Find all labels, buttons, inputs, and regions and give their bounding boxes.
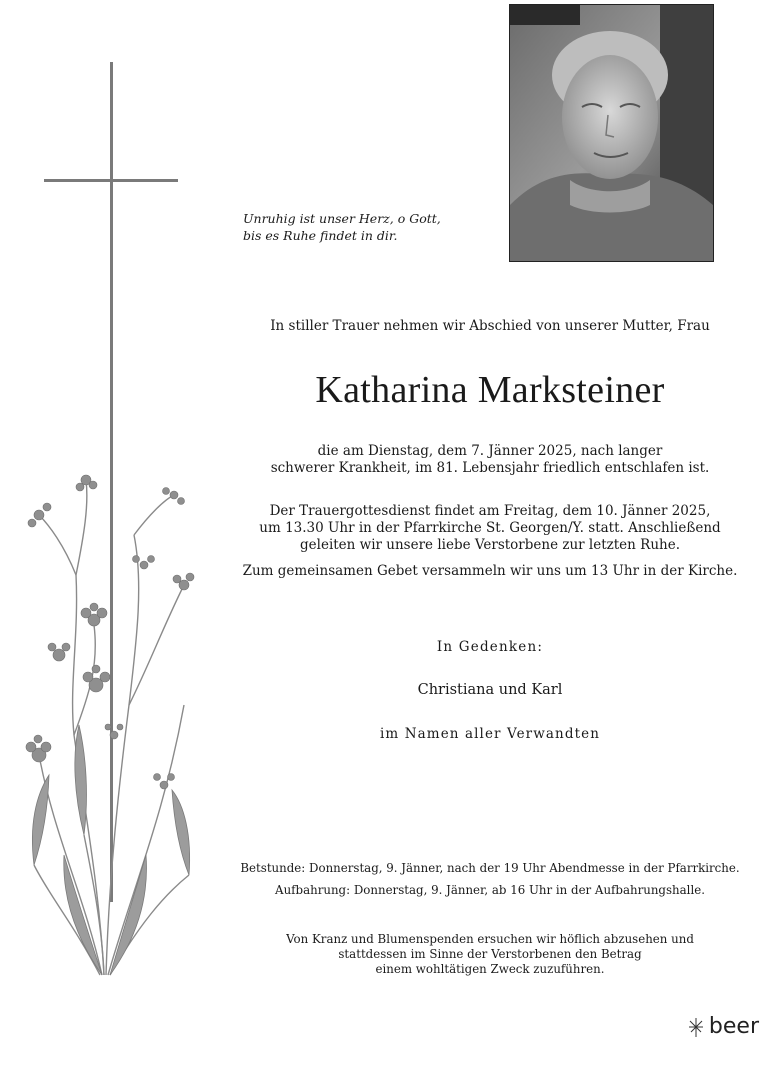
deceased-name: Katharina Marksteiner bbox=[315, 369, 665, 411]
dandelion-icon bbox=[687, 1016, 705, 1038]
death-notice bbox=[200, 443, 773, 477]
intro-text: In stiller Trauer nehmen wir Abschied von unserer Mutter, Frau bbox=[270, 318, 710, 334]
wildflowers-illustration bbox=[14, 455, 204, 980]
donation-line-1: Von Kranz und Blumenspenden ersuchen wir höflich abzusehen und bbox=[286, 932, 694, 946]
logo-text: beer bbox=[708, 1014, 759, 1039]
gedenken-label: In Gedenken: bbox=[436, 639, 544, 655]
quote-line-1: Unruhig ist unser Herz, o Gott, bbox=[243, 211, 441, 226]
service-line-1: Der Trauergottesdienst findet am Freitag, dem 10. Jänner 2025, bbox=[269, 503, 711, 519]
service-line-3: geleiten wir unsere liebe Verstorbene zur letzten Ruhe. bbox=[300, 537, 680, 553]
donation-line-2: stattdessen im Sinne der Verstorbenen den Betrag bbox=[338, 947, 642, 961]
service-notice bbox=[200, 503, 773, 554]
beer-logo bbox=[687, 1014, 759, 1039]
donation-line-3: einem wohltätigen Zweck zuzuführen. bbox=[375, 962, 605, 976]
death-line-1: die am Dienstag, dem 7. Jänner 2025, nach langer bbox=[317, 443, 663, 459]
death-line-2: schwerer Krankheit, im 81. Lebensjahr friedlich entschlafen ist. bbox=[270, 460, 710, 476]
prayer-notice: Zum gemeinsamen Gebet versammeln wir uns um 13 Uhr in der Kirche. bbox=[242, 563, 738, 579]
portrait-photo bbox=[509, 4, 714, 262]
relatives: im Namen aller Verwandten bbox=[380, 726, 600, 742]
donation-note bbox=[200, 932, 773, 977]
quote bbox=[243, 210, 441, 244]
service-line-2: um 13.30 Uhr in der Pfarrkirche St. Georgen/Y. statt. Anschließend bbox=[259, 520, 721, 536]
aufbahrung-notice: Aufbahrung: Donnerstag, 9. Jänner, ab 16 Uhr in der Aufbahrungshalle. bbox=[275, 883, 705, 897]
survivors: Christiana und Karl bbox=[417, 682, 563, 698]
quote-line-2: bis es Ruhe findet in dir. bbox=[243, 228, 398, 243]
cross-icon-horizontal-bar bbox=[44, 179, 178, 182]
betstunde-notice: Betstunde: Donnerstag, 9. Jänner, nach der 19 Uhr Abendmesse in der Pfarrkirche. bbox=[240, 861, 740, 875]
